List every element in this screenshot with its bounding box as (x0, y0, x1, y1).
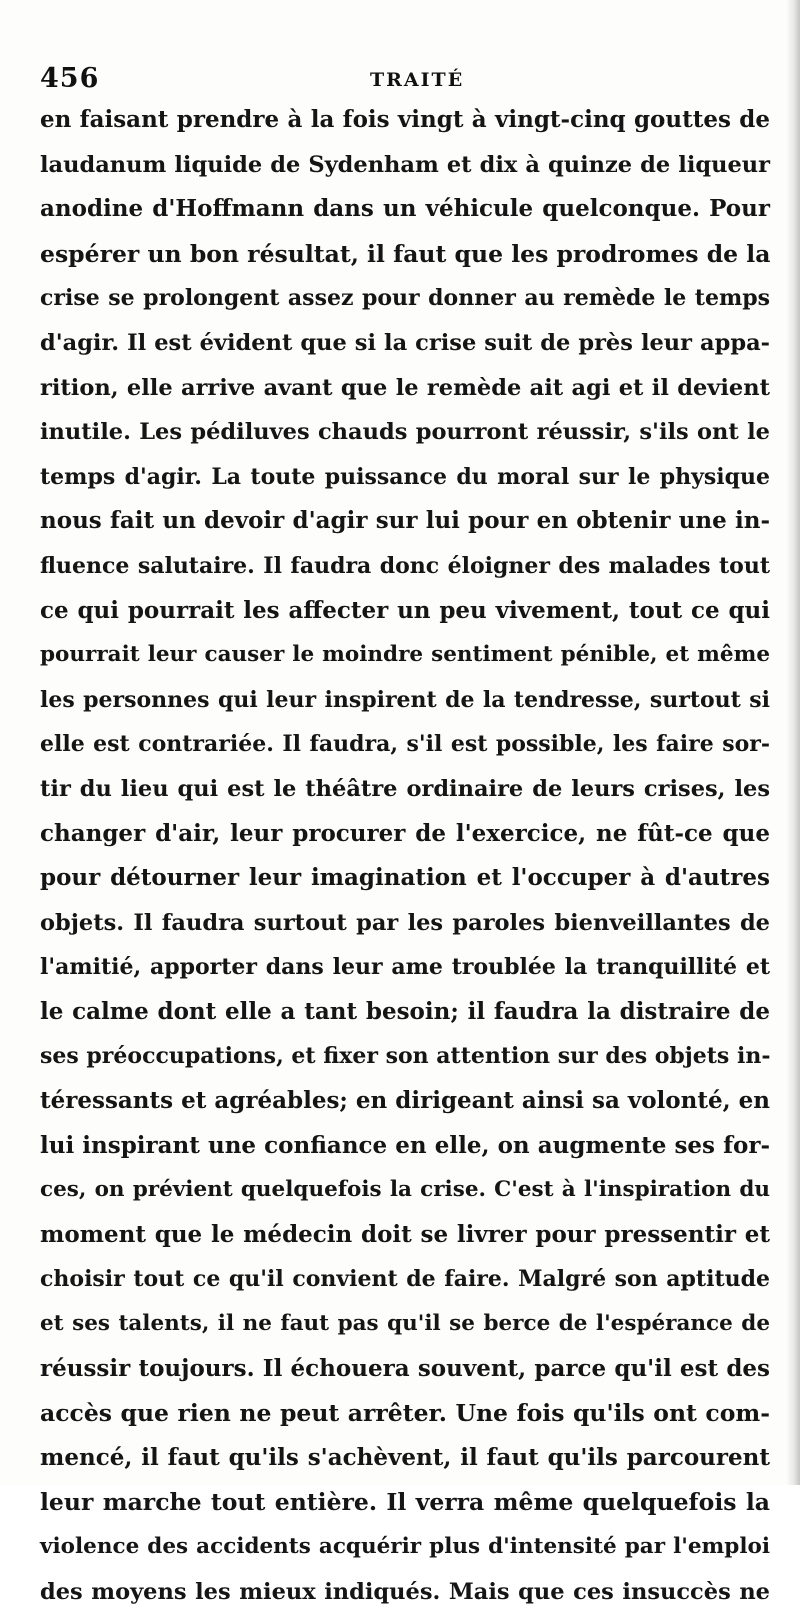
text-line: inutile. Les pédiluves chauds pourront réussir, s'ils ont le (40, 419, 770, 446)
text-line: l'amitié, apporter dans leur ame troublée la tranquillité et (40, 954, 770, 981)
text-line: ce qui pourrait les affecter un peu vivement, tout ce qui (40, 596, 770, 624)
text-line: d'agir. Il est évident que si la crise suit de près leur appa- (40, 329, 770, 356)
text-line: mencé, il faut qu'ils s'achèvent, il faut qu'ils parcourent (40, 1443, 770, 1471)
text-line: laudanum liquide de Sydenham et dix à quinze de liqueur (40, 151, 770, 178)
text-line: espérer un bon résultat, il faut que les prodromes de la (40, 239, 771, 268)
text-line: pourrait leur causer le moindre sentiment pénible, et même (40, 642, 770, 668)
text-line: crise se prolongent assez pour donner au remède le temps (40, 285, 770, 312)
text-line: moment que le médecin doit se livrer pour pressentir et (40, 1220, 770, 1248)
text-line: téressants et agréables; en dirigeant ainsi sa volonté, en (40, 1087, 770, 1115)
text-line: leur marche tout entière. Il verra même quelquefois la (40, 1488, 770, 1517)
text-line: et ses talents, il ne faut pas qu'il se berce de l'espérance de (40, 1311, 770, 1337)
text-line: elle est contrariée. Il faudra, s'il est possible, les faire sor- (40, 731, 770, 758)
page-number: 456 (40, 63, 100, 94)
text-line: tir du lieu qui est le théâtre ordinaire de leurs crises, les (40, 775, 770, 802)
text-line: pour détourner leur imagination et l'occuper à d'autres (40, 864, 770, 892)
text-line: ses préoccupations, et fixer son attention sur des objets in- (40, 1043, 771, 1070)
text-line: anodine d'Hoffmann dans un véhicule quelconque. Pour (40, 195, 770, 223)
text-line: violence des accidents acquérir plus d'intensité par l'emploi (40, 1534, 770, 1559)
text-line: changer d'air, leur procurer de l'exercice, ne fût-ce que (40, 819, 770, 847)
text-line: les personnes qui leur inspirent de la tendresse, surtout si (40, 686, 770, 713)
page-header (40, 63, 770, 95)
text-line: rition, elle arrive avant que le remède ait agi et il devient (40, 374, 770, 401)
text-line: des moyens les mieux indiqués. Mais que ces insuccès ne (40, 1578, 770, 1605)
text-line: choisir tout ce qu'il convient de faire. Malgré son aptitude (40, 1266, 770, 1293)
text-line: lui inspirant une confiance en elle, on augmente ses for- (40, 1131, 770, 1159)
text-line: en faisant prendre à la fois vingt à vingt-cinq gouttes de (40, 106, 770, 133)
text-line: nous fait un devoir d'agir sur lui pour en obtenir une in- (40, 507, 770, 535)
text-line: temps d'agir. La toute puissance du moral sur le physique (40, 463, 770, 490)
text-line: accès que rien ne peut arrêter. Une fois qu'ils ont com- (40, 1399, 770, 1428)
running-head: TRAITÉ (370, 69, 465, 91)
text-line: ces, on prévient quelquefois la crise. C'est à l'inspiration du (40, 1177, 770, 1203)
page-edge-shadow (786, 0, 800, 1485)
text-line: fluence salutaire. Il faudra donc éloigner des malades tout (40, 552, 770, 579)
text-line: réussir toujours. Il échouera souvent, parce qu'il est des (40, 1354, 770, 1382)
text-line: objets. Il faudra surtout par les paroles bienveillantes de (40, 909, 770, 936)
body-text (40, 98, 770, 1614)
text-line: le calme dont elle a tant besoin; il faudra la distraire de (40, 997, 770, 1025)
